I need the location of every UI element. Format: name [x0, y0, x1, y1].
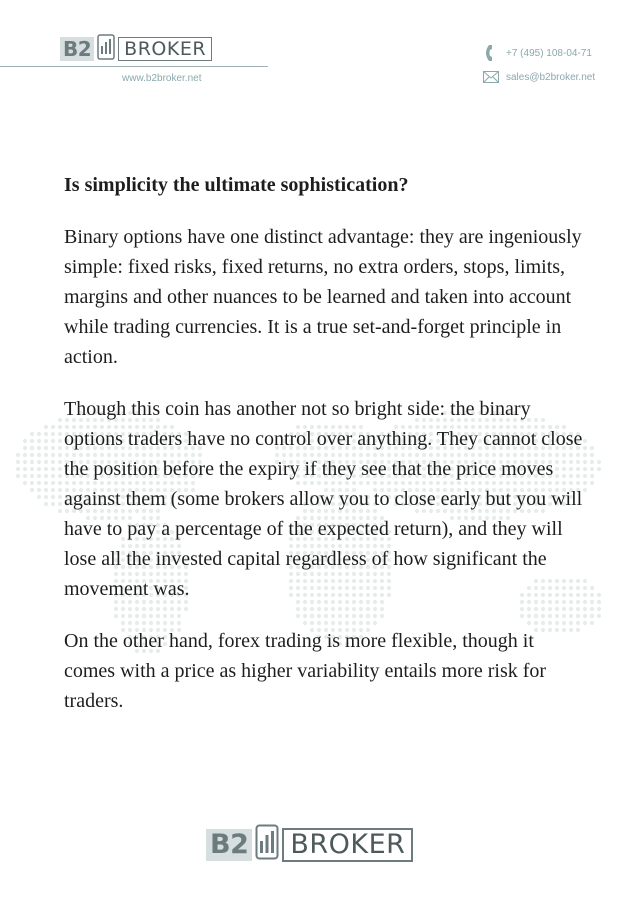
- map-dot: [58, 425, 62, 429]
- map-dot: [44, 474, 48, 478]
- contact-phone: [482, 44, 592, 62]
- map-dot: [37, 460, 41, 464]
- map-dot: [30, 439, 34, 443]
- contact-email: [482, 71, 595, 83]
- map-dot: [590, 460, 594, 464]
- map-dot: [51, 467, 55, 471]
- phone-icon: [482, 44, 500, 62]
- map-dot: [590, 453, 594, 457]
- map-dot: [58, 495, 62, 499]
- map-dot: [30, 474, 34, 478]
- map-dot: [51, 432, 55, 436]
- map-dot: [23, 474, 27, 478]
- map-dot: [37, 474, 41, 478]
- map-dot: [30, 460, 34, 464]
- map-dot: [51, 474, 55, 478]
- article-paragraph: On the other hand, forex trading is more flexible, though it comes with a price as higher variability entails more risk for traders.: [64, 630, 547, 712]
- map-dot: [597, 467, 601, 471]
- map-dot: [37, 488, 41, 492]
- map-dot: [597, 607, 601, 611]
- logo-broker-text: BROKER: [282, 828, 413, 862]
- map-dot: [30, 453, 34, 457]
- logo-broker-text: BROKER: [118, 37, 212, 61]
- map-dot: [590, 621, 594, 625]
- map-dot: [597, 614, 601, 618]
- map-dot: [597, 600, 601, 604]
- map-dot: [51, 481, 55, 485]
- map-dot: [44, 453, 48, 457]
- map-dot: [58, 460, 62, 464]
- map-dot: [597, 593, 601, 597]
- map-dot: [44, 460, 48, 464]
- map-dot: [30, 432, 34, 436]
- map-dot: [51, 488, 55, 492]
- map-dot: [590, 600, 594, 604]
- website-link[interactable]: www.b2broker.net: [122, 73, 202, 84]
- email-address[interactable]: sales@b2broker.net: [506, 71, 596, 83]
- map-dot: [23, 446, 27, 450]
- map-dot: [58, 446, 62, 450]
- map-dot: [58, 502, 62, 506]
- header-divider: [0, 66, 268, 67]
- map-dot: [30, 481, 34, 485]
- article-title: Is simplicity the ultimate sophistication?: [64, 174, 409, 196]
- map-dot: [16, 474, 20, 478]
- map-dot: [30, 488, 34, 492]
- map-dot: [51, 495, 55, 499]
- chart-phone-icon: [97, 34, 115, 65]
- map-dot: [58, 439, 62, 443]
- map-dot: [44, 495, 48, 499]
- map-dot: [590, 446, 594, 450]
- phone-number[interactable]: +7 (495) 108-04-71: [506, 47, 592, 59]
- map-dot: [30, 446, 34, 450]
- map-dot: [51, 446, 55, 450]
- map-dot: [30, 467, 34, 471]
- map-dot: [44, 432, 48, 436]
- chart-phone-icon: [255, 824, 279, 865]
- header-logo: [60, 36, 212, 62]
- map-dot: [58, 481, 62, 485]
- map-dot: [58, 432, 62, 436]
- map-dot: [58, 474, 62, 478]
- map-dot: [58, 488, 62, 492]
- map-dot: [597, 460, 601, 464]
- map-dot: [44, 481, 48, 485]
- map-dot: [44, 502, 48, 506]
- map-dot: [44, 488, 48, 492]
- map-dot: [590, 607, 594, 611]
- map-dot: [37, 432, 41, 436]
- map-dot: [590, 481, 594, 485]
- article-paragraph: Though this coin has another not so bright side: the binary options traders have no control over anything. They cannot close the position before the expiry if they see that the price moves against them (some brokers allow you to close early but you will have to pay a percentage of the expected return), and they will lose all the invested capital regardless of how significant the movement was.: [64, 398, 583, 600]
- map-dot: [590, 467, 594, 471]
- map-dot: [16, 460, 20, 464]
- map-dot: [37, 439, 41, 443]
- map-dot: [23, 439, 27, 443]
- footer-logo: [206, 824, 413, 865]
- map-dot: [58, 418, 62, 422]
- map-dot: [58, 453, 62, 457]
- map-dot: [23, 481, 27, 485]
- map-dot: [51, 439, 55, 443]
- map-dot: [51, 502, 55, 506]
- map-dot: [23, 460, 27, 464]
- mail-icon: [482, 71, 500, 83]
- map-dot: [37, 467, 41, 471]
- map-dot: [37, 481, 41, 485]
- map-dot: [58, 509, 62, 513]
- map-dot: [590, 586, 594, 590]
- map-dot: [44, 425, 48, 429]
- article-body: [64, 170, 584, 738]
- map-dot: [51, 425, 55, 429]
- map-dot: [37, 495, 41, 499]
- map-dot: [590, 593, 594, 597]
- map-dot: [590, 474, 594, 478]
- map-dot: [51, 460, 55, 464]
- map-dot: [23, 467, 27, 471]
- map-dot: [58, 467, 62, 471]
- map-dot: [51, 453, 55, 457]
- page-header: [0, 0, 638, 100]
- map-dot: [44, 467, 48, 471]
- map-dot: [590, 614, 594, 618]
- map-dot: [44, 439, 48, 443]
- logo-b2-text: B2: [206, 829, 252, 861]
- map-dot: [37, 453, 41, 457]
- map-dot: [23, 453, 27, 457]
- map-dot: [16, 467, 20, 471]
- map-dot: [16, 453, 20, 457]
- article-paragraph: Binary options have one distinct advantage: they are ingeniously simple: fixed risks, fixed returns, no extra orders, stops, limits, margins and other nuances to be learned and taken into account while trading currencies. It is a true set-and-forget principle in action.: [64, 226, 582, 368]
- logo-b2-text: B2: [60, 37, 94, 61]
- map-dot: [37, 446, 41, 450]
- map-dot: [44, 446, 48, 450]
